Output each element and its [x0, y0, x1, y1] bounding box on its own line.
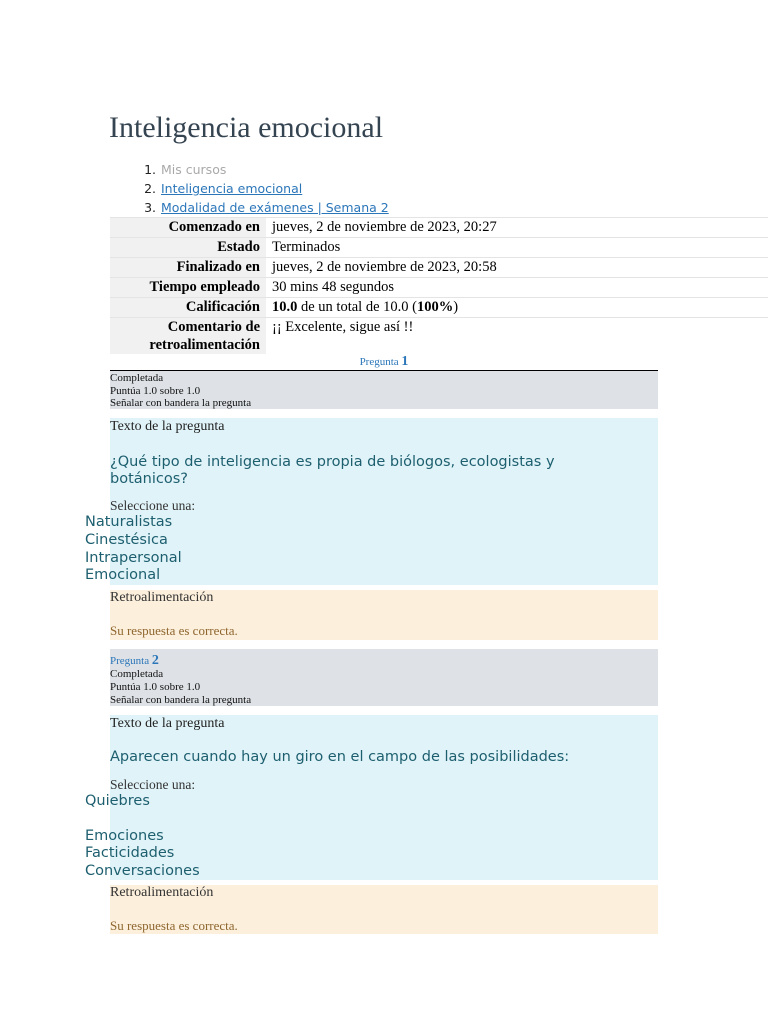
select-one-label: Seleccione una: — [110, 498, 196, 513]
answer-option[interactable]: Facticidades — [85, 845, 175, 861]
summary-value: Terminados — [266, 238, 768, 258]
summary-value: 30 mins 48 segundos — [266, 278, 768, 298]
page-title: Inteligencia emocional — [109, 111, 384, 144]
question-2-link[interactable] — [110, 655, 159, 667]
question-text-label: Texto de la pregunta — [110, 419, 225, 434]
summary-value: jueves, 2 de noviembre de 2023, 20:58 — [266, 258, 768, 278]
summary-value: jueves, 2 de noviembre de 2023, 20:27 — [266, 218, 768, 238]
question-number: 1 — [401, 354, 409, 369]
summary-label-line: retroalimentación — [149, 337, 260, 353]
question-2-feedback — [110, 885, 658, 934]
select-one-label: Seleccione una: — [110, 777, 196, 792]
question-2-content — [85, 715, 658, 880]
summary-row-feedback — [110, 318, 768, 355]
question-1-feedback — [110, 590, 658, 640]
question-2-info — [110, 649, 658, 706]
breadcrumb-link-exam-week[interactable]: Modalidad de exámenes | Semana 2 — [161, 200, 389, 215]
flag-question-link[interactable]: Señalar con bandera la pregunta — [110, 694, 252, 706]
summary-row-time — [110, 278, 768, 298]
summary-label-line: Comentario de — [167, 319, 260, 335]
question-status: Completada — [110, 668, 164, 680]
answer-option[interactable]: Quiebres — [85, 793, 150, 809]
answer-option[interactable]: Naturalistas — [85, 514, 173, 530]
summary-row-started — [110, 218, 768, 238]
attempt-summary-table — [110, 217, 768, 354]
feedback-text: Su respuesta es correcta. — [110, 623, 238, 638]
breadcrumb-number: 2. — [144, 181, 156, 196]
question-text: Aparecen cuando hay un giro en el campo de las posibilidades: — [110, 749, 570, 765]
question-prefix: Pregunta — [110, 655, 150, 667]
question-score: Puntúa 1.0 sobre 1.0 — [110, 681, 201, 693]
grade-value — [266, 298, 768, 318]
question-text: ¿Qué tipo de inteligencia es propia de biólogos, ecologistas y botánicos? — [110, 454, 555, 487]
question-1-info — [110, 371, 658, 409]
summary-label: Comenzado en — [110, 218, 266, 238]
question-number: 2 — [151, 653, 159, 668]
breadcrumb-item — [110, 198, 389, 217]
summary-row-grade — [110, 298, 768, 318]
question-prefix: Pregunta — [359, 356, 399, 368]
answer-option[interactable]: Emociones — [85, 828, 164, 844]
answer-option[interactable]: Intrapersonal — [85, 550, 182, 566]
feedback-text: Su respuesta es correcta. — [110, 918, 238, 933]
grade-score: 10.0 — [272, 299, 298, 315]
breadcrumb-item — [110, 179, 389, 198]
breadcrumb-item — [110, 160, 389, 179]
feedback-label: Retroalimentación — [110, 885, 214, 900]
answer-option[interactable]: Emocional — [85, 567, 161, 583]
question-1-link[interactable] — [360, 356, 409, 368]
flag-question-link[interactable]: Señalar con bandera la pregunta — [110, 397, 252, 409]
summary-value: ¡¡ Excelente, sigue así !! — [266, 318, 768, 355]
question-1-content — [85, 418, 658, 585]
summary-row-state — [110, 238, 768, 258]
grade-close: ) — [453, 299, 459, 315]
answer-option[interactable]: Conversaciones — [85, 863, 200, 879]
summary-label-feedback — [110, 318, 266, 355]
summary-label: Calificación — [110, 298, 266, 318]
answer-option[interactable]: Cinestésica — [85, 532, 168, 548]
breadcrumb-number: 1. — [144, 162, 156, 177]
summary-row-finished — [110, 258, 768, 278]
question-status: Completada — [110, 372, 164, 384]
breadcrumb-number: 3. — [144, 200, 156, 215]
question-text-label: Texto de la pregunta — [110, 716, 225, 731]
breadcrumb-link-mis-cursos[interactable]: Mis cursos — [161, 162, 227, 177]
question-1-header — [0, 352, 768, 371]
breadcrumb — [110, 160, 389, 217]
summary-label: Estado — [110, 238, 266, 258]
summary-label: Tiempo empleado — [110, 278, 266, 298]
feedback-label: Retroalimentación — [110, 590, 214, 605]
breadcrumb-link-course[interactable]: Inteligencia emocional — [161, 181, 303, 196]
grade-total: de un total de 10.0 ( — [297, 299, 417, 315]
question-score: Puntúa 1.0 sobre 1.0 — [110, 385, 201, 397]
summary-label: Finalizado en — [110, 258, 266, 278]
grade-percent: 100% — [416, 299, 454, 315]
